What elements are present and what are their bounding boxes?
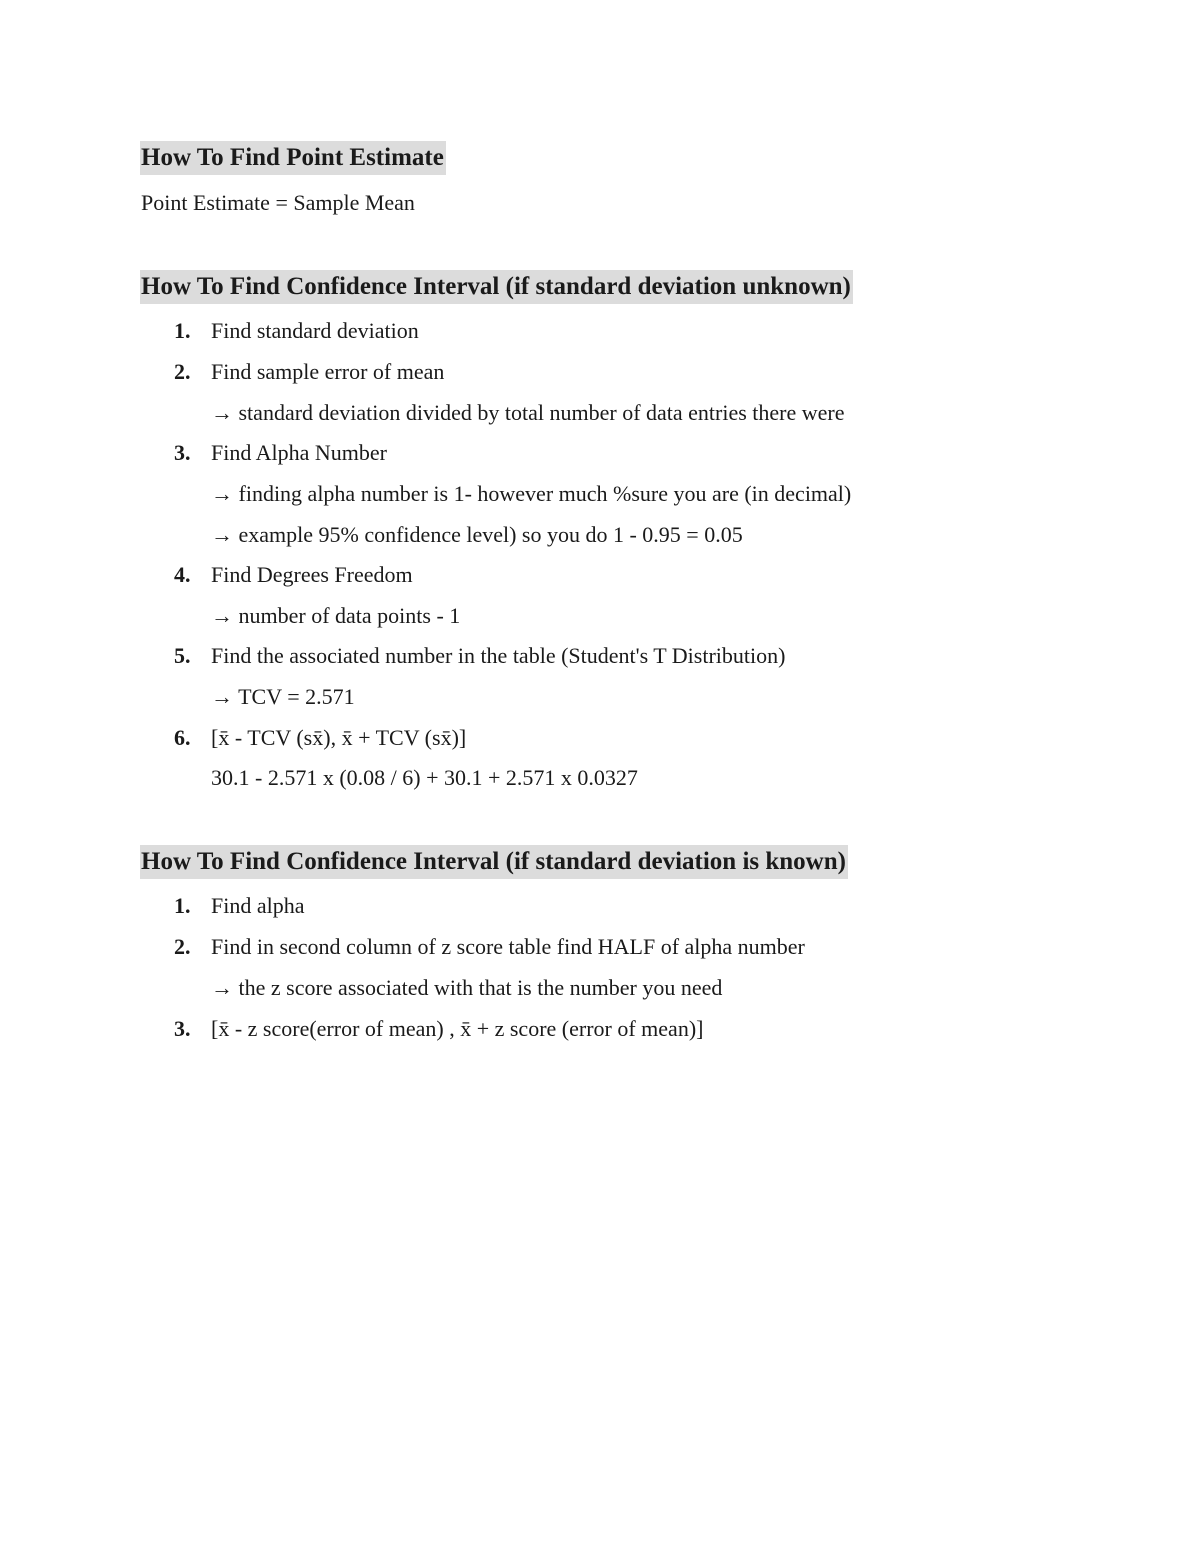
list-item-note: → finding alpha number is 1- however much %sure you are (in decimal) — [211, 481, 852, 506]
section-heading-ci-sd-unknown: How To Find Confidence Interval (if standard deviation unknown) — [140, 270, 853, 304]
list-item-text: Find in second column of z score table find HALF of alpha number — [211, 934, 805, 959]
list-item-note: → example 95% confidence level) so you do 1 - 0.95 = 0.05 — [211, 522, 743, 547]
list-item-note: → number of data points - 1 — [211, 603, 461, 628]
list-item-number: 3. — [174, 440, 191, 465]
list-item-note: → standard deviation divided by total number of data entries there were — [211, 400, 845, 425]
section-heading-ci-sd-known: How To Find Confidence Interval (if standard deviation is known) — [140, 845, 848, 879]
confidence-interval-example: 30.1 - 2.571 x (0.08 / 6) + 30.1 + 2.571 x 0.0327 — [211, 765, 638, 790]
list-item-number: 1. — [174, 318, 191, 343]
z-score-interval-formula: [x̄ - z score(error of mean) , x̄ + z score (error of mean)] — [211, 1016, 704, 1041]
list-item-text: Find Alpha Number — [211, 440, 387, 465]
list-item-number: 6. — [174, 725, 191, 750]
list-item-text: Find sample error of mean — [211, 359, 445, 384]
list-item-number: 4. — [174, 562, 191, 587]
list-item-text: Find standard deviation — [211, 318, 419, 343]
list-item-number: 3. — [174, 1016, 191, 1041]
list-item-note: → the z score associated with that is the number you need — [211, 975, 723, 1000]
list-item-number: 1. — [174, 893, 191, 918]
section-heading-point-estimate: How To Find Point Estimate — [140, 141, 446, 175]
confidence-interval-formula: [x̄ - TCV (sx̄), x̄ + TCV (sx̄)] — [211, 725, 467, 750]
list-item-number: 2. — [174, 934, 191, 959]
list-item-number: 5. — [174, 643, 191, 668]
list-item-text: Find the associated number in the table (Student's T Distribution) — [211, 643, 786, 668]
list-item-number: 2. — [174, 359, 191, 384]
list-item-note: → TCV = 2.571 — [211, 684, 355, 709]
list-item-text: Find Degrees Freedom — [211, 562, 413, 587]
list-item-text: Find alpha — [211, 893, 305, 918]
point-estimate-formula: Point Estimate = Sample Mean — [141, 190, 415, 215]
